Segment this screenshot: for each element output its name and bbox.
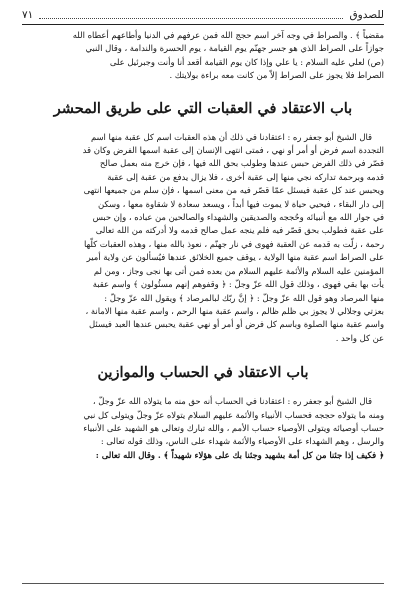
text-line: يأت بها بقي فهوى ، وذلك قول الله عزّ وجلّ : ﴿ وقفوهم إنهم مسئُولون ﴾ واسم عقبة: [92, 279, 384, 290]
text-line: قال الشيخ أبو جعفر ره : اعتقادنا في الحساب أنه حق منه ما يتولاه الله عزّ وجلّ ،: [92, 396, 372, 407]
text-line: مقضياً ﴾ . والصراط في وجه آخر اسم حجج الله فمن عرفهم في الدنيا وأطاعهم أعطاه الله: [72, 30, 384, 40]
section-heading-obstacles: باب الاعتقاد في العقبات التي على طريق المحشر: [53, 99, 353, 117]
section-obstacles-body: [22, 131, 384, 346]
text-line: والرسل ، وهم الشهداء على الأوصياء والأئمة شهداء على الناس، وذلك قوله تعالى :: [100, 436, 384, 447]
leader-dots: [39, 12, 343, 19]
section-heading-reckoning: باب الاعتقاد في الحساب والموازين: [97, 364, 309, 382]
text-line: عن كل واحد .: [335, 332, 384, 343]
text-line: قصّر في ذلك الفرض حبس عندها وطولب بحق الله فيها ، فإن خرج منه بعمل صالح: [99, 158, 384, 169]
text-line: ومنه ما يتولاه حججه فحساب الأنبياء والأئمة عليهم السلام يتولاه عزّ وجلّ ويتولى كل نبي: [83, 409, 384, 420]
section-reckoning-body: [22, 395, 384, 462]
text-line: رحمة ، زلّت به قدمه عن العقبة فهوى في نار جهنّم ، نعوذ بالله منها ، وهذه العقبات كلّها: [83, 238, 384, 249]
book-title: للصدوق: [349, 9, 384, 21]
running-header: [22, 6, 384, 25]
text-line: على الصراط اسم عقبة منها الولاية ، يوقف جميع الخلائق عندها فيُسألون عن ولاية أمير: [86, 252, 384, 263]
text-line: جوازاً على الصراط الذي هو جسر جهنّم يوم القيامة ، يوم الحسرة والندامة ، وقال النبي: [85, 43, 384, 54]
text-line: ويحبس عند كل عقبة فيسئل عمّا قصّر فيه من معنى اسمها ، فإن سلم من جميعها انتهى: [83, 185, 384, 196]
page-number: ٧١: [22, 9, 34, 21]
text-line: واسم عقبة منها الصلوة وباسم كل فرض أو أمر أو نهي عقبة يحبس عندها العبد فيسئل: [89, 319, 384, 330]
top-paragraph: [22, 29, 384, 83]
text-line: الصراط فلا يجوز على الصراط إلاّ من كانت معه براءة بولايتك .: [169, 70, 384, 81]
text-line: على عقبة فطولب بحق قصّر فيه فلم ينجه عمل صالح قدمه ولا أدركته من الله تعالى: [95, 225, 384, 236]
text-line: في جوار الله مع أنبيائه وحُججه والصديقين والشهداء والصالحين من عباده ، وإن حبس: [92, 212, 384, 223]
text-line: قال الشيخ أبو جعفر ره : اعتقادنا في ذلك أن هذه العقبات اسم كل عقبة منها اسم: [90, 131, 372, 142]
text-line: المؤمنين عليه السلام والأئمة عليهم السلام من بعده فمن أتى بها نجى وجاز ، ومن لم: [93, 265, 384, 276]
text-line: قدمه وبرحمة تداركه نجي منها إلى عقبة أخرى ، فلا يزال يدفع من عقبة إلى عقبة: [107, 171, 384, 182]
text-line: ﴿ فكيف إذا جئنا من كل أمة بشهيد وجئنا بك على هؤلاء شهيداً ﴾ . وقال الله تعالى :: [95, 449, 384, 460]
text-line: إلى دار البقاء ، فيحيي حياة لا يموت فيها أبداً ، ويسعد سعادة لا شقاوة معها ، وسكن: [97, 198, 384, 209]
text-line: حساب أوصيائه ويتولى الأوصياء حساب الأمم ، والله تبارك وتعالى هو الشهيد على الأنبياء: [83, 422, 384, 433]
text-line: (ص) لعلي عليه السلام : يا علي وإذا كان يوم القيامة أقعد أنا وأنت وجبرئيل على: [109, 56, 384, 67]
text-line: بعزتي وجلالي لا يجوز بي ظلم ظالم ، واسم عقبة منها الرحم ، واسم عقبة منها الامانة ،: [85, 305, 384, 316]
text-line: التجددة اسم فرض أو أمر أو نهي ، فمتى انتهى الإنسان إلى عقبة اسمها الفرض وكان قد: [82, 145, 384, 156]
text-line: منها المرصاد وهو قول الله عزّ وجلّ : ﴿ إنَّ ربّك لبالمرصاد ﴾ ويقول الله عزّ وجلّ :: [104, 292, 384, 303]
bottom-rule: [22, 583, 384, 584]
